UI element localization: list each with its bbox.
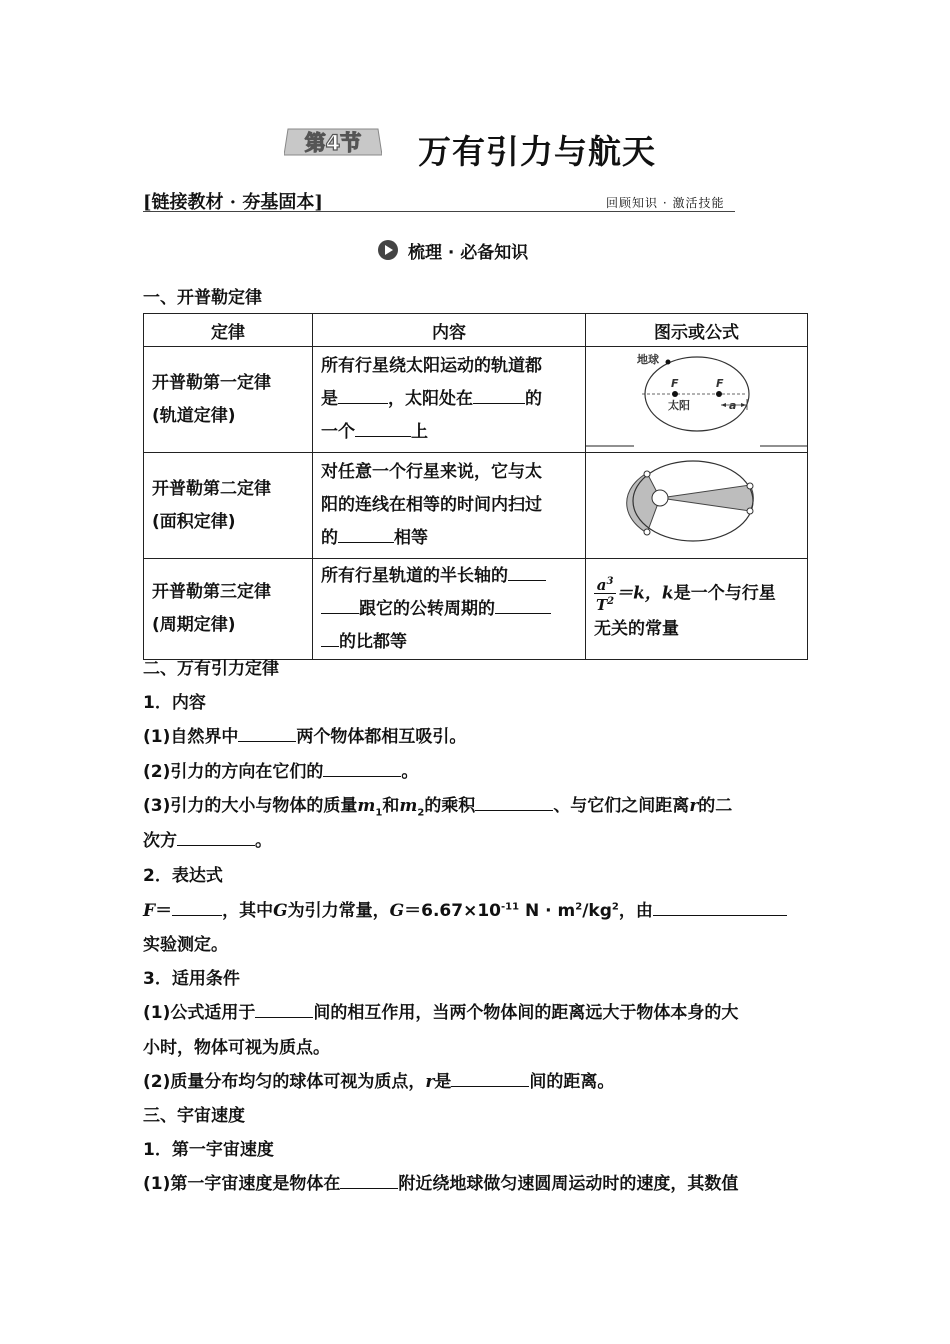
focus-label: F xyxy=(716,377,724,390)
blank xyxy=(172,899,222,916)
table-row xyxy=(144,453,808,559)
blank xyxy=(338,387,388,404)
subheading-conditions: 3．适用条件 xyxy=(143,969,240,989)
formula-fraction: $\frac{a^3}{T^2}$ xyxy=(596,575,615,614)
table-row xyxy=(144,559,808,660)
blank xyxy=(451,1070,529,1087)
blank xyxy=(255,1001,313,1018)
law-name: 开普勒第一定律 xyxy=(152,372,271,393)
page-title: 万有引力与航天 xyxy=(418,132,656,171)
law-content: 所有行星绕太阳运动的轨道都 是 ，太阳处在 的 一个 上 xyxy=(313,347,586,453)
heading-cosmic-velocity: 三、宇宙速度 xyxy=(143,1106,245,1126)
earth-label: 地球 xyxy=(637,353,659,366)
paragraph: (2)质量分布均匀的球体可视为质点，r是 间的距离。 xyxy=(143,1072,615,1092)
table-row xyxy=(144,347,808,453)
blank xyxy=(321,597,359,614)
paragraph: (1)公式适用于 间的相互作用，当两个物体间的距离远大于物体本身的大 xyxy=(143,1003,739,1023)
ellipse-figure-cell xyxy=(586,347,808,453)
heading-kepler: 一、开普勒定律 xyxy=(143,288,262,308)
blank xyxy=(475,794,553,811)
law-name: 开普勒第三定律 xyxy=(152,582,271,602)
badge-text: 第4节 xyxy=(304,131,362,155)
law-alias: (周期定律) xyxy=(152,615,236,635)
col-header-content: 内容 xyxy=(313,314,586,347)
sun-label: 太阳 xyxy=(668,399,690,412)
section-heading-label: 梳理 · 必备知识 xyxy=(408,243,529,263)
kepler-table xyxy=(143,313,808,660)
col-header-figure: 图示或公式 xyxy=(586,314,808,347)
law-content: 对任意一个行星来说，它与太 阳的连线在相等的时间内扫过 的 相等 xyxy=(313,453,586,559)
kepler-second-law-diagram xyxy=(586,453,808,553)
paragraph: (1)第一宇宙速度是物体在 附近绕地球做匀速圆周运动时的速度，其数值 xyxy=(143,1174,739,1194)
section-badge xyxy=(284,127,382,157)
paragraph: 小时，物体可视为质点。 xyxy=(143,1038,330,1058)
link-textbook-label: [链接教材 · 夯基固本] xyxy=(143,192,323,213)
focus-label: F xyxy=(671,377,679,390)
blank xyxy=(355,420,411,437)
kepler-first-law-diagram xyxy=(586,347,808,447)
blank xyxy=(508,564,546,581)
law-alias: (面积定律) xyxy=(152,511,236,532)
paragraph: 实验测定。 xyxy=(143,935,228,955)
semi-axis-label: a xyxy=(729,399,737,412)
blank xyxy=(338,526,394,543)
heading-gravitation: 二、万有引力定律 xyxy=(143,659,279,679)
blank xyxy=(473,387,525,404)
play-triangle-icon xyxy=(385,245,393,255)
area-figure-cell xyxy=(586,453,808,559)
blank xyxy=(340,1172,398,1189)
blank xyxy=(321,630,339,647)
header-divider xyxy=(143,211,735,212)
blank xyxy=(323,760,401,777)
blank xyxy=(653,899,787,916)
paragraph: (2)引力的方向在它们的 。 xyxy=(143,762,419,782)
blank xyxy=(177,829,255,846)
kepler-third-formula: $\frac{a^3}{T^2}$ ＝k，k是一个与行星 无关的常量 xyxy=(586,559,808,660)
paragraph: 次方 。 xyxy=(143,831,272,851)
col-header-law: 定律 xyxy=(144,314,313,347)
subheading-content: 1．内容 xyxy=(143,693,206,713)
paragraph: (3)引力的大小与物体的质量$m_1$和$m_2$的乘积 、与它们之间距离r的二 xyxy=(143,796,733,819)
law-alias: (轨道定律) xyxy=(152,405,236,426)
paragraph: (1)自然界中 两个物体都相互吸引。 xyxy=(143,727,467,747)
subheading-expression: 2．表达式 xyxy=(143,866,223,886)
review-label: 回顾知识 · 激活技能 xyxy=(606,196,725,210)
blank xyxy=(495,597,551,614)
paragraph: F＝ ，其中G为引力常量，$G=6.67\times 10^{-11}$ $N \cdot m^2/kg^2$，由 xyxy=(143,896,787,921)
law-name: 开普勒第二定律 xyxy=(152,478,271,499)
law-content: 所有行星轨道的半长轴的 跟它的公转周期的 的比都等 xyxy=(313,559,586,660)
subheading-first-cosmic-velocity: 1．第一宇宙速度 xyxy=(143,1140,274,1160)
blank xyxy=(238,725,296,742)
